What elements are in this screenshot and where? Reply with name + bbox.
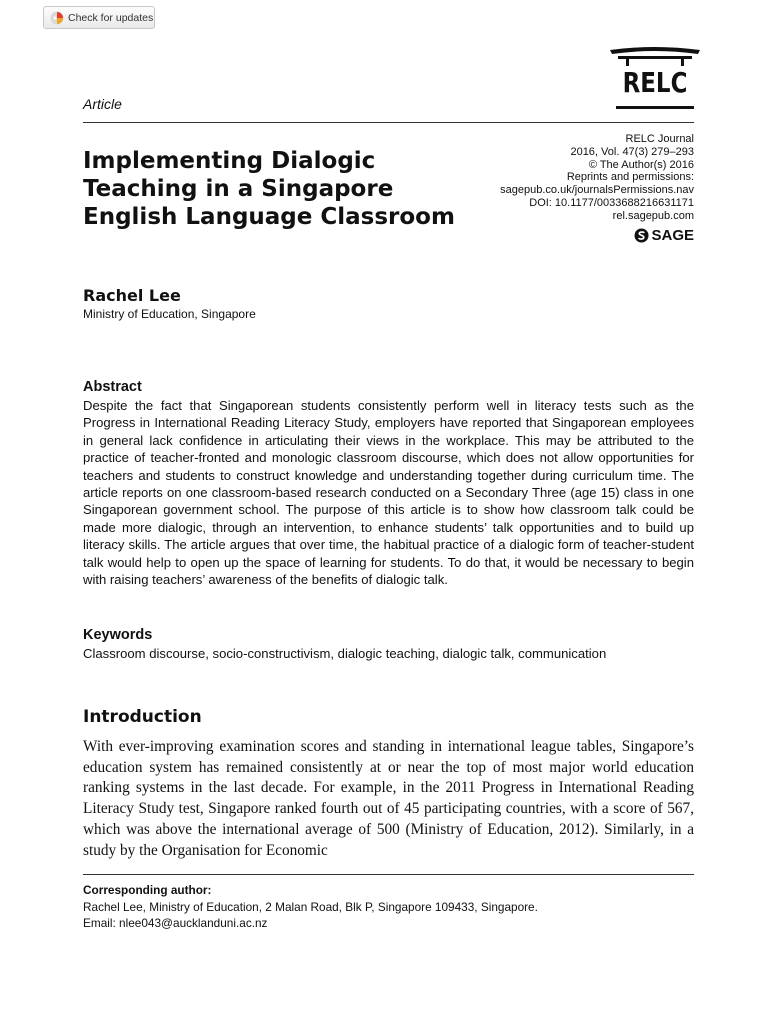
introduction-body: With ever-improving examination scores and standing in international league tables, Singapore’s education system has remained consistently at or near the top of most major world education ranking systems in the last decade. For example, in the 2011 Progress in International Reading Literacy Study test, Singapore ranked fourth out of 45 participating countries, with a score of 567, which was above the international average of 500 (Ministry of Education, 2012). Similarly, in a study by the Organisation for Economic	[83, 738, 694, 859]
corresponding-author-email[interactable]: Email: nlee043@aucklanduni.ac.nz	[83, 916, 268, 930]
relc-logo	[608, 46, 702, 112]
relc-logo-text: RELC	[622, 66, 688, 99]
update-badge-icon	[50, 11, 64, 25]
keywords-heading: Keywords	[83, 627, 153, 643]
journal-metadata	[500, 133, 694, 223]
check-for-updates-label: Check for updates	[68, 11, 154, 24]
sage-logo-text: SAGE	[651, 227, 694, 244]
corresponding-author-heading: Corresponding author:	[83, 883, 212, 897]
journal-site-link[interactable]: rel.sagepub.com	[612, 209, 694, 222]
author-name: Rachel Lee	[83, 286, 181, 305]
article-type-label: Article	[83, 96, 122, 112]
copyright-line: © The Author(s) 2016	[588, 158, 694, 171]
sage-s-icon	[634, 228, 649, 243]
abstract-heading: Abstract	[83, 379, 142, 395]
journal-issue: 2016, Vol. 47(3) 279–293	[570, 145, 694, 158]
header-divider	[83, 122, 694, 123]
abstract-body: Despite the fact that Singaporean students consistently perform well in literacy tests such as the Progress in International Reading Literacy Study, employers have reported that Singaporean employees in general lack confidence in articulating their views in the workplace. This may be attributed to the practice of teacher-fronted and monologic classroom discourse, which does not allow opportunities for teachers and students to construct knowledge and understanding together during curriculum time. The article reports on one classroom-based research conducted on a Secondary Three (age 15) class in one Singaporean government school. The purpose of this article is to show how classroom talk could be made more dialogic, through an intervention, to enhance students’ talk opportunities and to build up literacy skills. The article argues that over time, the habitual practice of a dialogic form of teacher-student talk would help to open up the space of learning for students. To do that, it would be necessary to begin with raising teachers’ awareness of the benefits of dialogic talk.	[83, 398, 694, 588]
author-affiliation: Ministry of Education, Singapore	[83, 307, 256, 321]
reprints-label: Reprints and permissions:	[566, 171, 694, 184]
keywords-list: Classroom discourse, socio-constructivism, dialogic teaching, dialogic talk, communication	[83, 646, 607, 661]
permissions-link[interactable]: sagepub.co.uk/journalsPermissions.nav	[500, 184, 694, 197]
journal-name: RELC Journal	[625, 133, 694, 145]
footnote-divider	[83, 874, 694, 875]
article-title: Implementing Dialogic Teaching in a Singapore English Language Classroom	[83, 148, 455, 230]
sage-logo	[634, 227, 694, 244]
introduction-heading: Introduction	[83, 707, 202, 727]
corresponding-author-address: Rachel Lee, Ministry of Education, 2 Malan Road, Blk P, Singapore 109433, Singapore.	[83, 900, 538, 914]
doi-link[interactable]: DOI: 10.1177/0033688216631171	[529, 196, 694, 209]
check-for-updates-button[interactable]	[43, 6, 155, 29]
